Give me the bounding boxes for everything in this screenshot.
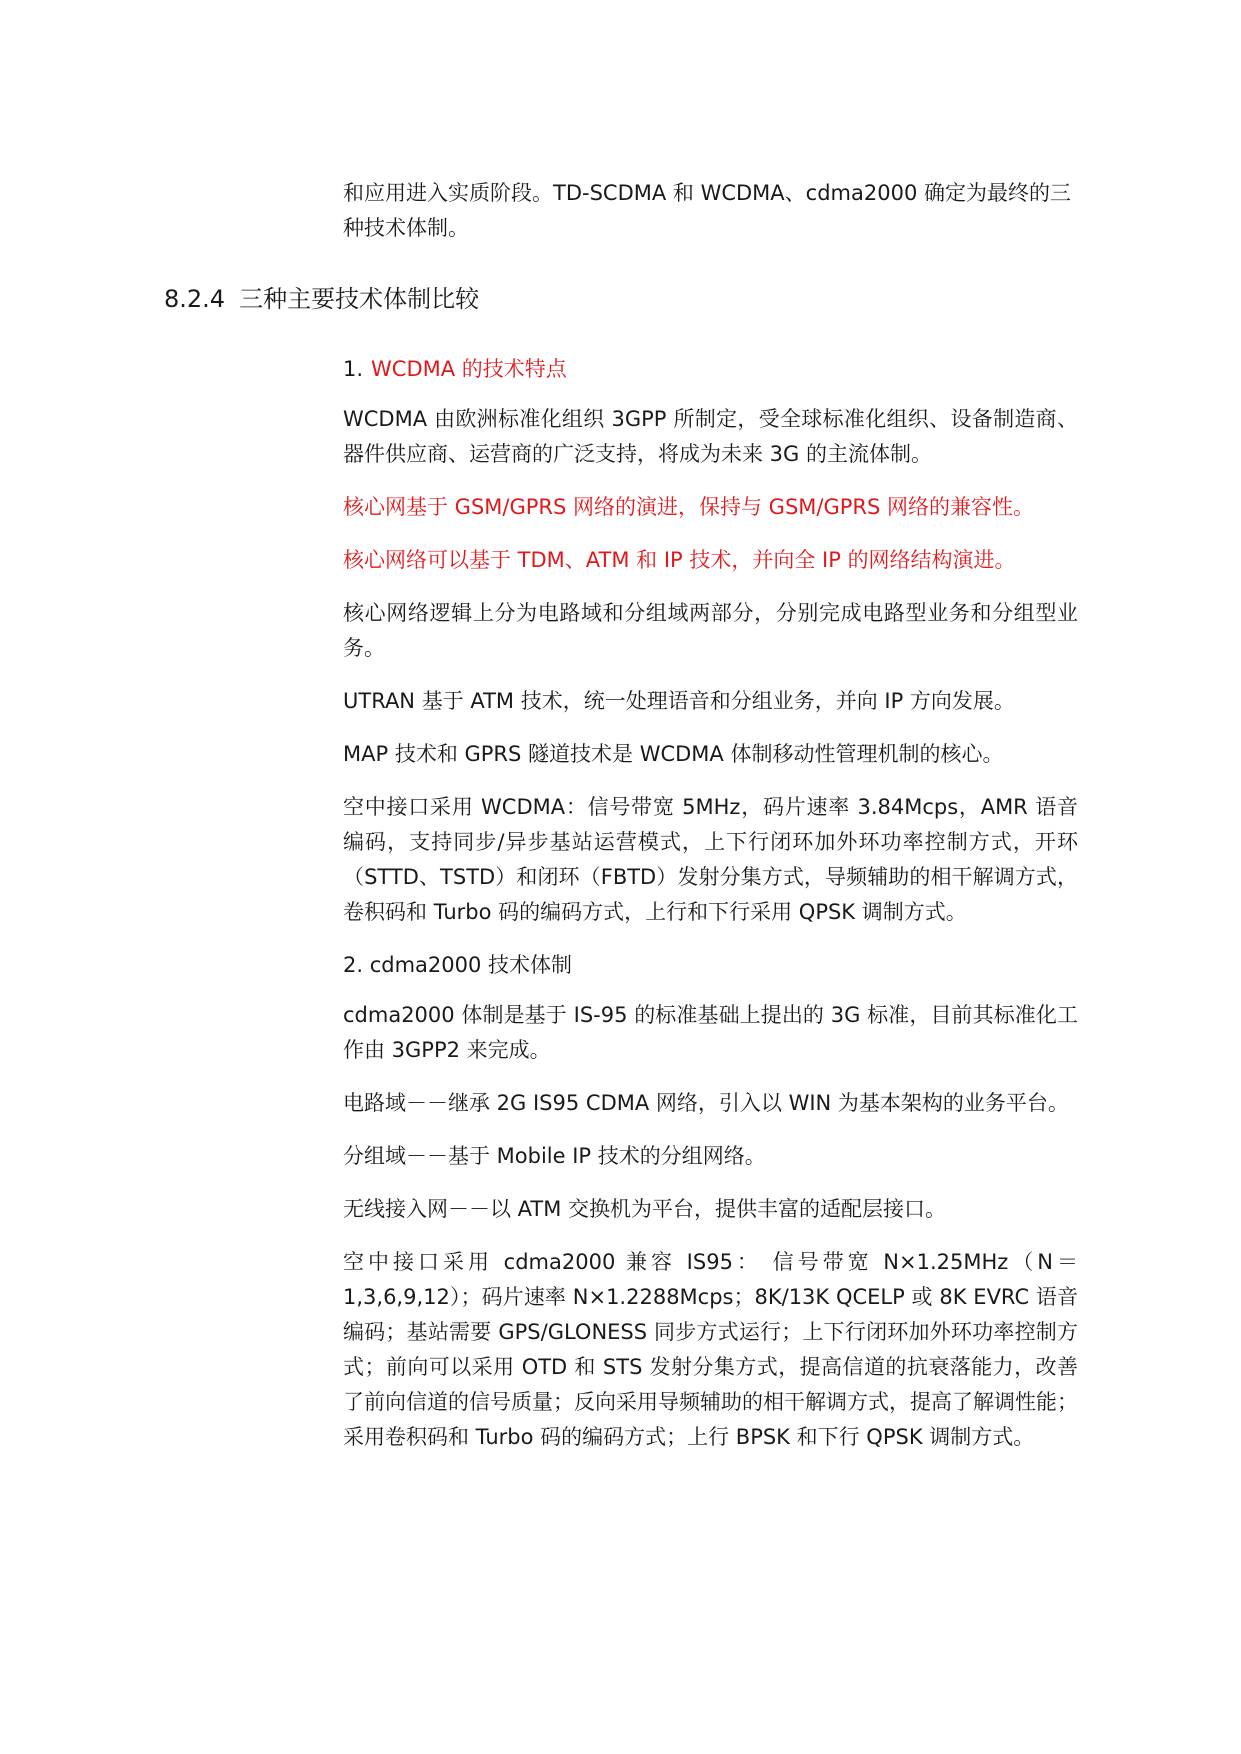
wcdma-paragraph-highlight: 核心网络可以基于 TDM、ATM 和 IP 技术，并向全 IP 的网络结构演进。 [343,548,1016,572]
cdma2000-paragraph: cdma2000 体制是基于 IS-95 的标准基础上提出的 3G 标准，目前其标准化工作由 3GPP2 来完成。 [343,1003,1078,1062]
wcdma-paragraph: WCDMA 由欧洲标准化组织 3GPP 所制定，受全球标准化组织、设备制造商、器件供应商、运营商的广泛支持，将成为未来 3G 的主流体制。 [343,407,1078,466]
section-heading [164,282,479,316]
cdma2000-paragraph: 空中接口采用 cdma2000 兼容 IS95： 信号带宽 N×1.25MHz（N＝1,3,6,9,12）；码片速率 N×1.2288Mcps；8K/13K QCELP 或 8K EVRC 语音编码；基站需要 GPS/GLONESS 同步方式运行；上下行闭环加外环功率控制方式；前向可以采用 OTD 和 STS 发射分集方式，提高信道的抗衰落能力，改善了前向信道的信号质量；反向采用导频辅助的相干解调方式，提高了解调性能；采用卷积码和 Turbo 码的编码方式；上行 BPSK 和下行 QPSK 调制方式。 [343,1250,1079,1449]
wcdma-paragraph: MAP 技术和 GPRS 隧道技术是 WCDMA 体制移动性管理机制的核心。 [343,742,1004,766]
content-body [343,354,1078,1455]
section-title: 三种主要技术体制比较 [239,285,480,313]
wcdma-paragraph: UTRAN 基于 ATM 技术，统一处理语音和分组业务，并向 IP 方向发展。 [343,689,1015,713]
intro-paragraph [343,176,1078,246]
intro-line-1: 和应用进入实质阶段。TD-SCDMA 和 WCDMA、cdma2000 确定为最终的三 [343,181,1071,205]
cdma2000-paragraph: 电路域－－继承 2G IS95 CDMA 网络，引入以 WIN 为基本架构的业务平台。 [343,1091,1069,1115]
wcdma-heading-number: 1. [343,357,364,381]
wcdma-paragraph: 空中接口采用 WCDMA：信号带宽 5MHz，码片速率 3.84Mcps，AMR 语音编码，支持同步/异步基站运营模式，上下行闭环加外环功率控制方式，开环（STTD、TSTD）和闭环（FBTD）发射分集方式，导频辅助的相干解调方式，卷积码和 Turbo 码的编码方式，上行和下行采用 QPSK 调制方式。 [343,795,1078,924]
cdma2000-paragraph: 分组域－－基于 Mobile IP 技术的分组网络。 [343,1144,766,1168]
wcdma-paragraph-highlight: 核心网基于 GSM/GPRS 网络的演进，保持与 GSM/GPRS 网络的兼容性。 [343,495,1035,519]
cdma2000-paragraph: 无线接入网－－以 ATM 交换机为平台，提供丰富的适配层接口。 [343,1197,947,1221]
wcdma-heading-text: WCDMA 的技术特点 [371,357,567,381]
wcdma-heading [343,354,1078,384]
wcdma-paragraph: 核心网络逻辑上分为电路域和分组域两部分，分别完成电路型业务和分组型业务。 [343,601,1078,660]
intro-line-2: 种技术体制。 [343,216,469,240]
section-number: 8.2.4 [164,285,226,313]
cdma2000-heading: 2. cdma2000 技术体制 [343,953,573,977]
